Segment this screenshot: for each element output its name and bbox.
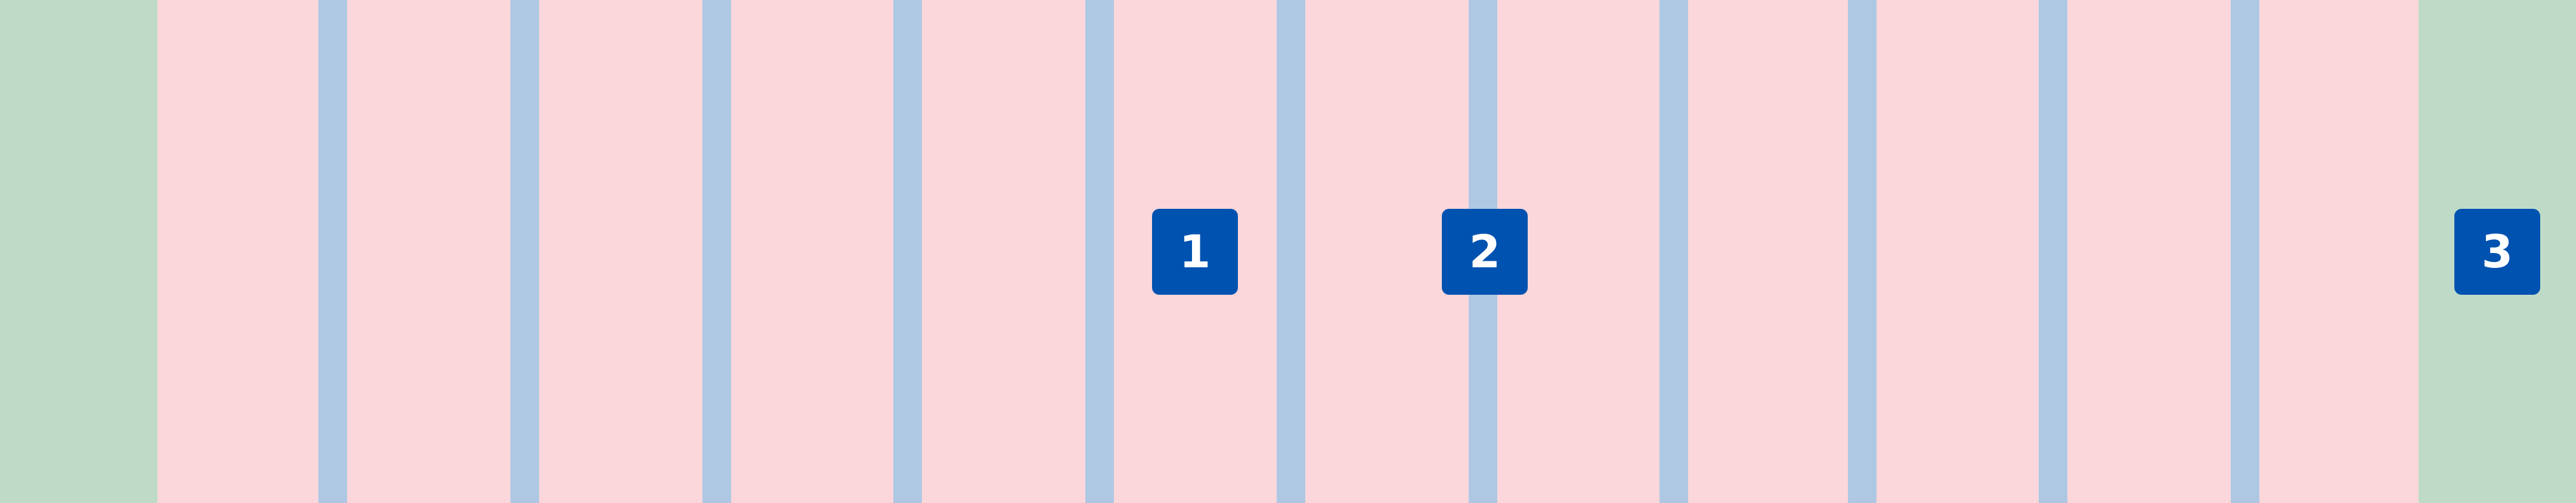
gutter (2231, 0, 2259, 503)
gutter (510, 0, 539, 503)
gutter (1085, 0, 1114, 503)
left-margin (0, 0, 157, 503)
marker-badge-2: 2 (1442, 209, 1528, 295)
gutter (893, 0, 922, 503)
marker-badge-3: 3 (2454, 209, 2540, 295)
gutter (702, 0, 731, 503)
gutter (318, 0, 347, 503)
marker-badge-1: 1 (1152, 209, 1238, 295)
gutter (2039, 0, 2067, 503)
gutter (1659, 0, 1688, 503)
gutter (1848, 0, 1877, 503)
gutter (1277, 0, 1305, 503)
